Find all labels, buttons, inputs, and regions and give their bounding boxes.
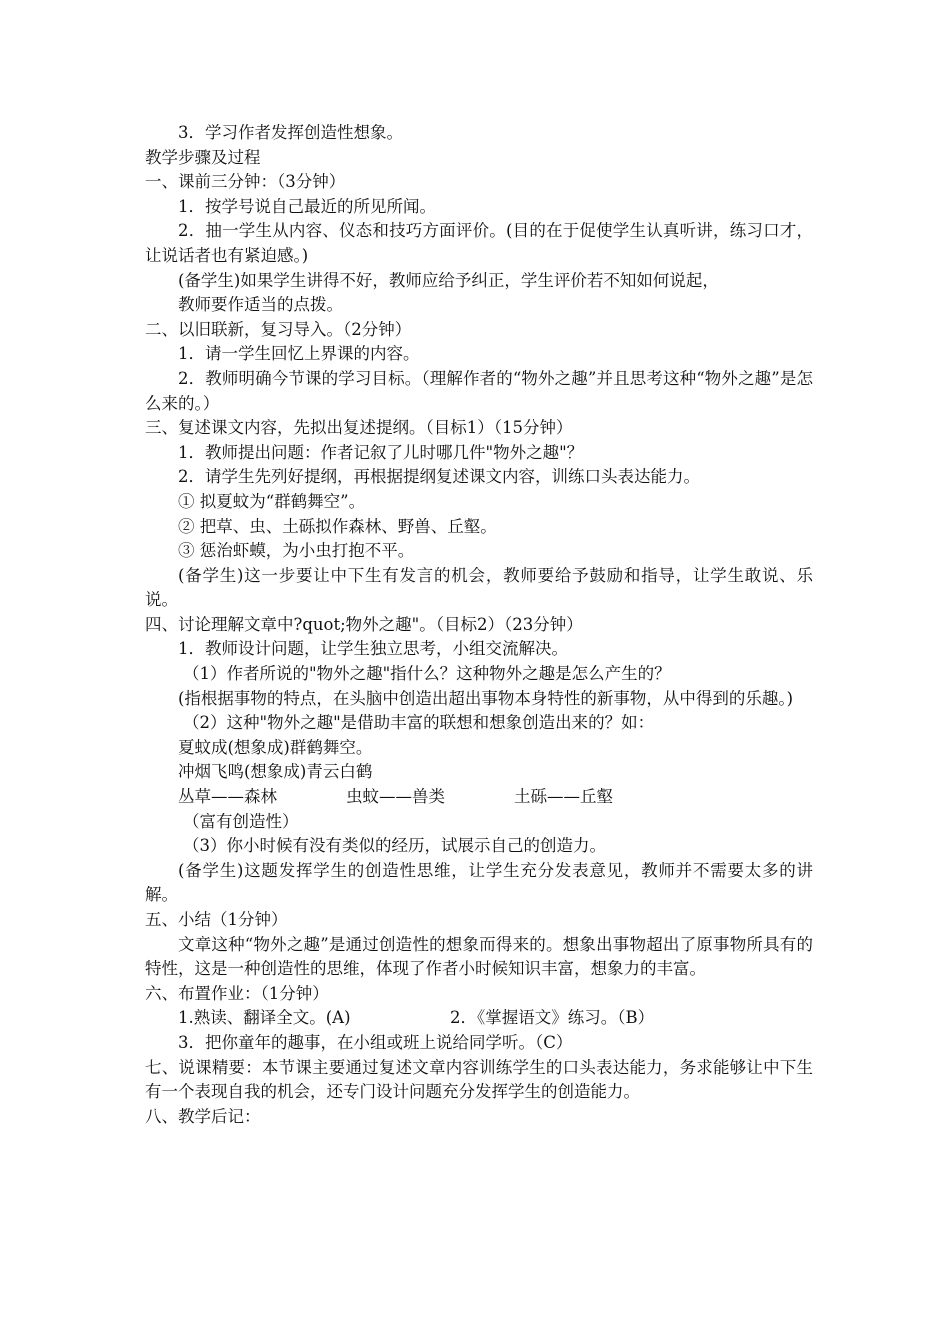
- example-pair-2: 虫蚊——兽类: [346, 787, 445, 807]
- paragraph-2-1: 1．请一学生回忆上界课的内容。: [178, 344, 420, 364]
- paragraph-1-note-cont: 教师要作适当的点拨。: [178, 295, 343, 315]
- paragraph-1-note: (备学生)如果学生讲得不好，教师应给予纠正，学生评价若不知如何说起，: [178, 270, 719, 290]
- answer-1: (指根据事物的特点，在头脑中创造出超出事物本身特性的新事物，从中得到的乐趣。): [178, 688, 794, 708]
- summary-paragraph: 文章这种“物外之趣”是通过创造性的想象而得来的。想象出事物超出了原事物所具有的特性，这是一种创造性的思维，体现了作者小时候知识丰富，想象力的丰富。: [145, 934, 813, 979]
- section-heading-1: 一、课前三分钟：（3分钟）: [145, 172, 346, 192]
- homework-row: [145, 1006, 813, 1031]
- example-1: 夏蚊成(想象成)群鹤舞空。: [178, 737, 373, 757]
- example-2: 冲烟飞鸣(想象成)青云白鹤: [178, 762, 373, 782]
- question-3: （3）你小时候有没有类似的经历，试展示自己的创造力。: [183, 836, 606, 856]
- section-heading-5: 五、小结（1分钟）: [145, 910, 288, 929]
- section-heading-4: 四、讨论理解文章中?quot;物外之趣"。（目标2）（23分钟）: [145, 614, 583, 634]
- paragraph-3-note: (备学生)这一步要让中下生有发言的机会，教师要给予鼓励和指导，让学生敢说、乐说。: [145, 565, 813, 610]
- example-pair-1: 丛草——森林: [178, 787, 277, 807]
- homework-1: 1.熟读、翻译全文。(A): [178, 1008, 351, 1028]
- list-item-1: ① 拟夏蚊为“群鹤舞空”。: [178, 491, 366, 511]
- document-page: [145, 121, 813, 1129]
- paragraph-3-2: 2．请学生先列好提纲，再根据提纲复述课文内容，训练口头表达能力。: [178, 467, 700, 487]
- list-item-2: ② 把草、虫、土砾拟作森林、野兽、丘壑。: [178, 516, 497, 536]
- paragraph-1-2: 2．抽一学生从内容、仪态和技巧方面评价。(目的在于促使学生认真听讲，练习口才，让说话者也有紧迫感。): [145, 221, 813, 265]
- paragraph-3-1: 1．教师提出问题：作者记叙了儿时哪几件"物外之趣"？: [178, 442, 584, 462]
- section-heading-2: 二、以旧联新，复习导入。（2分钟）: [145, 319, 412, 339]
- section-heading-6: 六、布置作业：（1分钟）: [145, 983, 329, 1003]
- paragraph-4-1: 1．教师设计问题，让学生独立思考，小组交流解决。: [178, 639, 568, 659]
- paragraph-4-note: (备学生)这题发挥学生的创造性思维，让学生充分发表意见，教师并不需要太多的讲解。: [145, 860, 813, 905]
- question-2: （2）这种"物外之趣"是借助丰富的联想和想象创造出来的？如：: [183, 713, 655, 733]
- section-heading-8: 八、教学后记：: [145, 1106, 261, 1126]
- section-heading-steps: 教学步骤及过程: [145, 147, 261, 167]
- paragraph-1-1: 1．按学号说自己最近的所见所闻。: [178, 196, 436, 216]
- paragraph-2-2: 2．教师明确今节课的学习目标。（理解作者的“物外之趣”并且思考这种“物外之趣”是怎么来的。）: [145, 368, 813, 413]
- homework-3: 3．把你童年的趣事，在小组或班上说给同学听。（C）: [178, 1032, 573, 1052]
- objective-3: 3．学习作者发挥创造性想象。: [178, 123, 403, 142]
- example-pair-3: 土砾——丘壑: [514, 787, 613, 807]
- example-note: （富有创造性）: [183, 811, 299, 831]
- section-heading-7: 七、说课精要：本节课主要通过复述文章内容训练学生的口头表达能力，务求能够让中下生有一个表现自我的机会，还专门设计问题充分发挥学生的创造能力。: [145, 1057, 813, 1102]
- question-1: （1）作者所说的"物外之趣"指什么？这种物外之趣是怎么产生的？: [183, 664, 671, 684]
- list-item-3: ③ 惩治虾蟆，为小虫打抱不平。: [178, 541, 415, 561]
- section-heading-3: 三、复述课文内容，先拟出复述提纲。（目标1）（15分钟）: [145, 418, 573, 438]
- homework-2: 2．《掌握语文》练习。（B）: [450, 1008, 655, 1028]
- example-row: [145, 785, 813, 810]
